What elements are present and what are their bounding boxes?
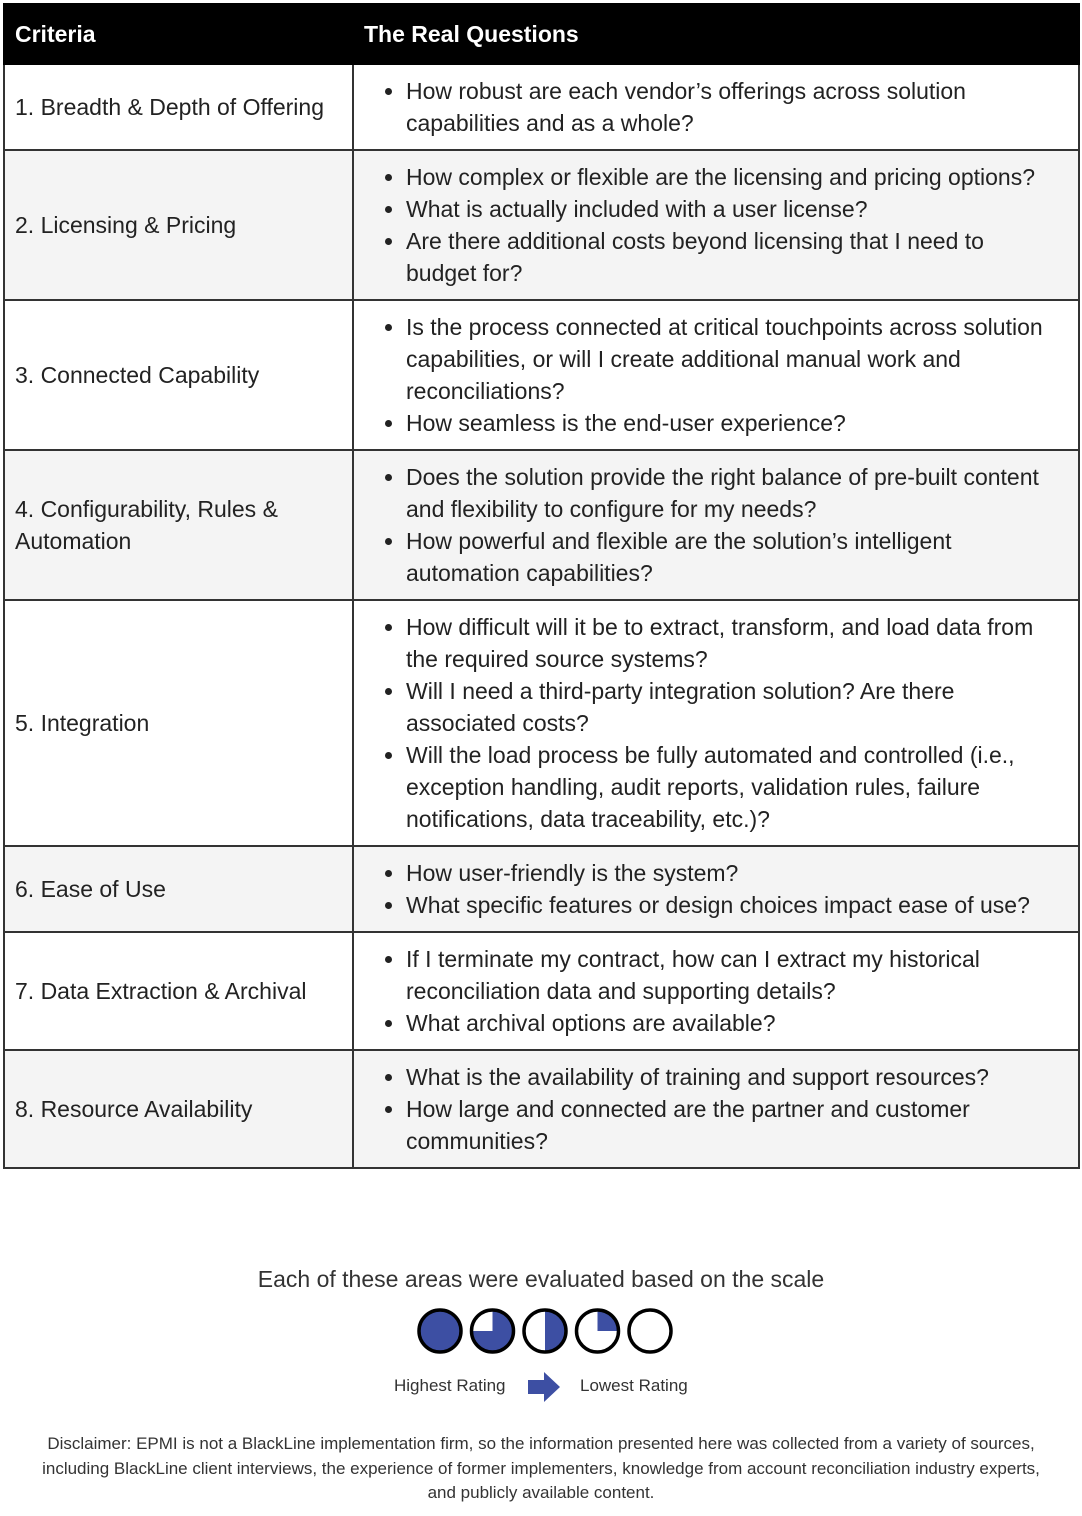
rating-half-circle-icon [524,1310,566,1352]
scale-caption: Each of these areas were evaluated based on the scale [257,1266,825,1292]
criteria-cell: 7. Data Extraction & Archival [4,932,353,1050]
table-header-row [4,4,1079,64]
question-list [382,161,1054,289]
questions-cell [353,932,1079,1050]
question-list [382,75,1054,139]
question-item: • How difficult will it be to extract, transform, and load data from the required source systems? [406,611,1054,675]
question-item: • Will the load process be fully automated and controlled (i.e., exception handling, audit reports, validation rules, failure notifications, data traceability, etc.)? [406,739,1054,835]
table-body [4,64,1079,1168]
criteria-cell: 6. Ease of Use [4,846,353,932]
table-row [4,64,1079,150]
highest-rating-label: Highest Rating [394,1376,506,1395]
question-list [382,611,1054,835]
rating-three-quarter-circle-icon [472,1310,514,1352]
question-item: • Are there additional costs beyond licensing that I need to budget for? [406,225,1054,289]
question-item: • What specific features or design choices impact ease of use? [406,889,1054,921]
table-row [4,846,1079,932]
question-item: • What is actually included with a user license? [406,193,1054,225]
criteria-table [3,3,1080,1169]
question-item: • How robust are each vendor’s offerings across solution capabilities and as a whole? [406,75,1054,139]
rating-scale [415,1306,675,1358]
table-row [4,300,1079,450]
question-item: • What archival options are available? [406,1007,1054,1039]
table-row [4,1050,1079,1168]
criteria-cell: 4. Configurability, Rules & Automation [4,450,353,600]
questions-cell [353,846,1079,932]
question-list [382,943,1054,1039]
questions-cell [353,300,1079,450]
criteria-cell: 3. Connected Capability [4,300,353,450]
question-item: • Is the process connected at critical touchpoints across solution capabilities, or will I create additional manual work and reconciliations? [406,311,1054,407]
question-item: • If I terminate my contract, how can I extract my historical reconciliation data and supporting details? [406,943,1054,1007]
lowest-rating-label: Lowest Rating [580,1376,688,1395]
question-list [382,461,1054,589]
table-row [4,150,1079,300]
arrow-right-icon [528,1372,560,1402]
question-item: • How complex or flexible are the licensing and pricing options? [406,161,1054,193]
criteria-cell: 1. Breadth & Depth of Offering [4,64,353,150]
question-item: • How seamless is the end-user experience? [406,407,1054,439]
question-item: • How large and connected are the partner and customer communities? [406,1093,1054,1157]
questions-cell [353,450,1079,600]
question-item: • What is the availability of training and support resources? [406,1061,1054,1093]
question-list [382,857,1054,921]
criteria-cell: 8. Resource Availability [4,1050,353,1168]
questions-cell [353,1050,1079,1168]
questions-cell [353,150,1079,300]
question-list [382,1061,1054,1157]
question-list [382,311,1054,439]
table-row [4,450,1079,600]
table-row [4,600,1079,846]
criteria-column-header: Criteria [4,4,353,64]
question-item: • Will I need a third-party integration solution? Are there associated costs? [406,675,1054,739]
questions-cell [353,64,1079,150]
question-item: • Does the solution provide the right balance of pre-built content and flexibility to configure for my needs? [406,461,1054,525]
table-row [4,932,1079,1050]
rating-full-circle-icon [419,1310,461,1352]
criteria-cell: 2. Licensing & Pricing [4,150,353,300]
rating-empty-circle-icon [629,1310,671,1352]
questions-cell [353,600,1079,846]
question-item: • How powerful and flexible are the solution’s intelligent automation capabilities? [406,525,1054,589]
questions-column-header: The Real Questions [353,4,1079,64]
criteria-cell: 5. Integration [4,600,353,846]
rating-quarter-circle-icon [577,1310,619,1352]
disclaimer: Disclaimer: EPMI is not a BlackLine implementation firm, so the information presented here was collected from a variety of sources, including BlackLine client interviews, the experience of former implementers, knowledge from account reconciliation industry experts, and publicly available content. [42,1434,1040,1502]
rating-legend [0,1372,1082,1402]
question-item: • How user-friendly is the system? [406,857,1054,889]
